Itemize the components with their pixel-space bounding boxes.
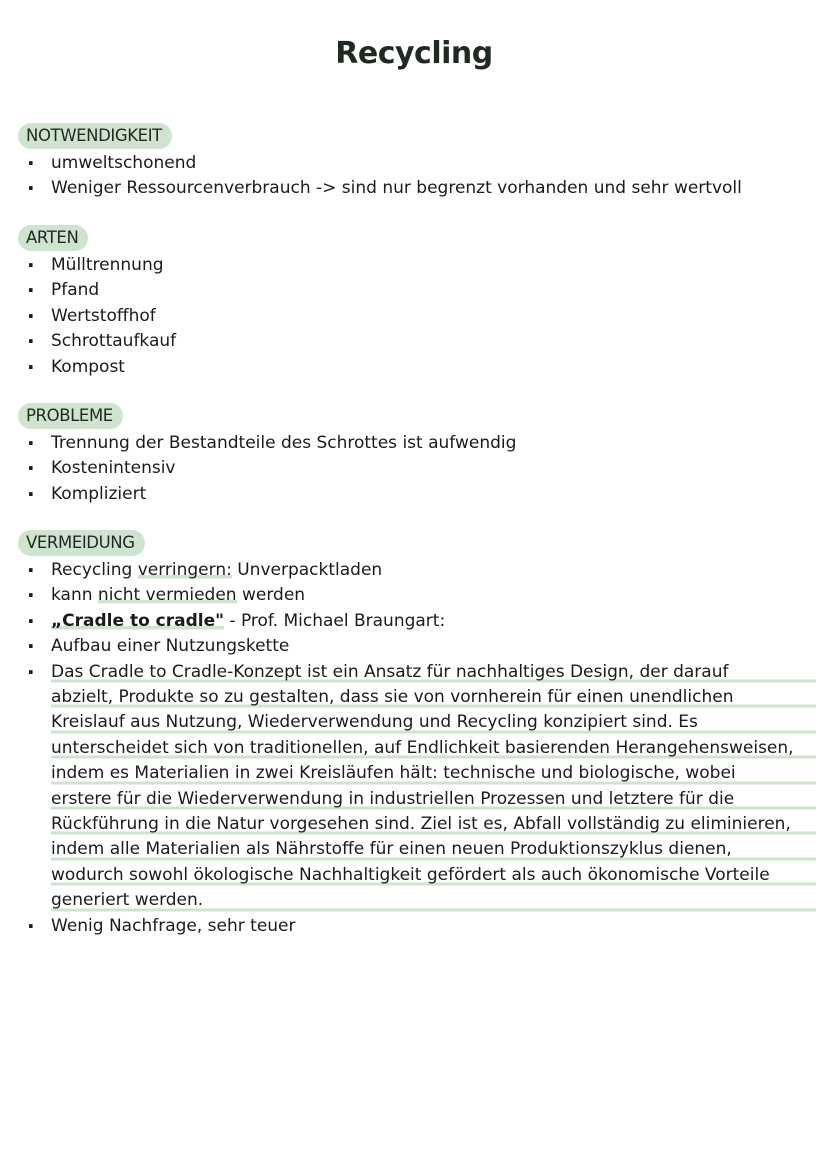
text-fragment: Recycling — [51, 560, 138, 580]
list-item — [18, 609, 808, 634]
section-arten — [18, 225, 808, 380]
title-wrap — [0, 36, 828, 71]
paragraph-line: erstere für die Wiederverwendung in industriellen Prozessen und letztere für die — [51, 787, 816, 812]
list-item: · Mülltrennung — [18, 253, 808, 278]
paragraph-line: unterscheidet sich von traditionellen, auf Endlichkeit basierenden Herangehensweisen, — [51, 736, 816, 761]
text-fragment: Unverpacktladen — [231, 560, 383, 580]
paragraph-line: indem alle Materialien als Nährstoffe für einen neuen Produktionszyklus dienen, — [51, 837, 816, 862]
paragraph-line: abzielt, Produkte so zu gestalten, dass sie von vornherein für einen unendlichen — [51, 685, 816, 710]
heading-notwendigkeit: NOTWENDIGKEIT — [18, 123, 172, 149]
paragraph-line: wodurch sowohl ökologische Nachhaltigkeit gefördert als auch ökonomische Vorteile — [51, 863, 816, 888]
paragraph-line: indem es Materialien in zwei Kreisläufen hält: technische und biologische, wobei — [51, 761, 816, 786]
heading-probleme: PROBLEME — [18, 403, 123, 429]
list-item: · Wertstoffhof — [18, 304, 808, 329]
list-probleme — [18, 431, 808, 507]
list-item: · Kostenintensiv — [18, 456, 808, 481]
list-item: · Trennung der Bestandteile des Schrottes ist aufwendig — [18, 431, 808, 456]
list-item: · Schrottaufkauf — [18, 329, 808, 354]
list-item: · Pfand — [18, 278, 808, 303]
paragraph-line: · Das Cradle to Cradle-Konzept ist ein Ansatz für nachhaltiges Design, der darauf — [51, 660, 816, 685]
text-fragment: - Prof. Michael Braungart: — [224, 610, 446, 631]
list-item: · umweltschonend — [18, 151, 808, 176]
list-item: · Wenig Nachfrage, sehr teuer — [18, 914, 808, 939]
paragraph-line: Kreislauf aus Nutzung, Wiederverwendung und Recycling konzipiert sind. Es — [51, 710, 816, 735]
page-title: Recycling — [331, 36, 496, 71]
section-notwendigkeit — [18, 123, 808, 202]
list-item — [18, 583, 808, 608]
bold-highlighted-text: „Cradle to cradle" — [51, 610, 224, 631]
list-item — [18, 558, 808, 583]
heading-vermeidung: VERMEIDUNG — [18, 530, 145, 556]
cradle-paragraph — [18, 660, 816, 914]
heading-arten: ARTEN — [18, 225, 88, 251]
list-notwendigkeit — [18, 151, 808, 202]
paragraph-line: generiert werden. — [51, 888, 816, 913]
section-vermeidung — [18, 530, 808, 939]
list-arten — [18, 253, 808, 380]
section-probleme — [18, 403, 808, 507]
list-item: · Kompliziert — [18, 482, 808, 507]
text-fragment: kann — [51, 585, 98, 606]
text-fragment: werden — [236, 585, 306, 606]
list-vermeidung — [18, 558, 808, 660]
highlighted-text: nicht vermieden — [97, 585, 237, 606]
list-item: · Weniger Ressourcenverbrauch -> sind nur begrenzt vorhanden und sehr wertvoll — [18, 176, 808, 201]
list-item: · Kompost — [18, 355, 808, 380]
highlighted-text: verringern: — [137, 560, 232, 580]
list-vermeidung-end — [18, 914, 808, 939]
paragraph-line: Rückführung in die Natur vorgesehen sind. Ziel ist es, Abfall vollständig zu eliminieren, — [51, 812, 816, 837]
list-item: · Aufbau einer Nutzungskette — [18, 634, 808, 659]
